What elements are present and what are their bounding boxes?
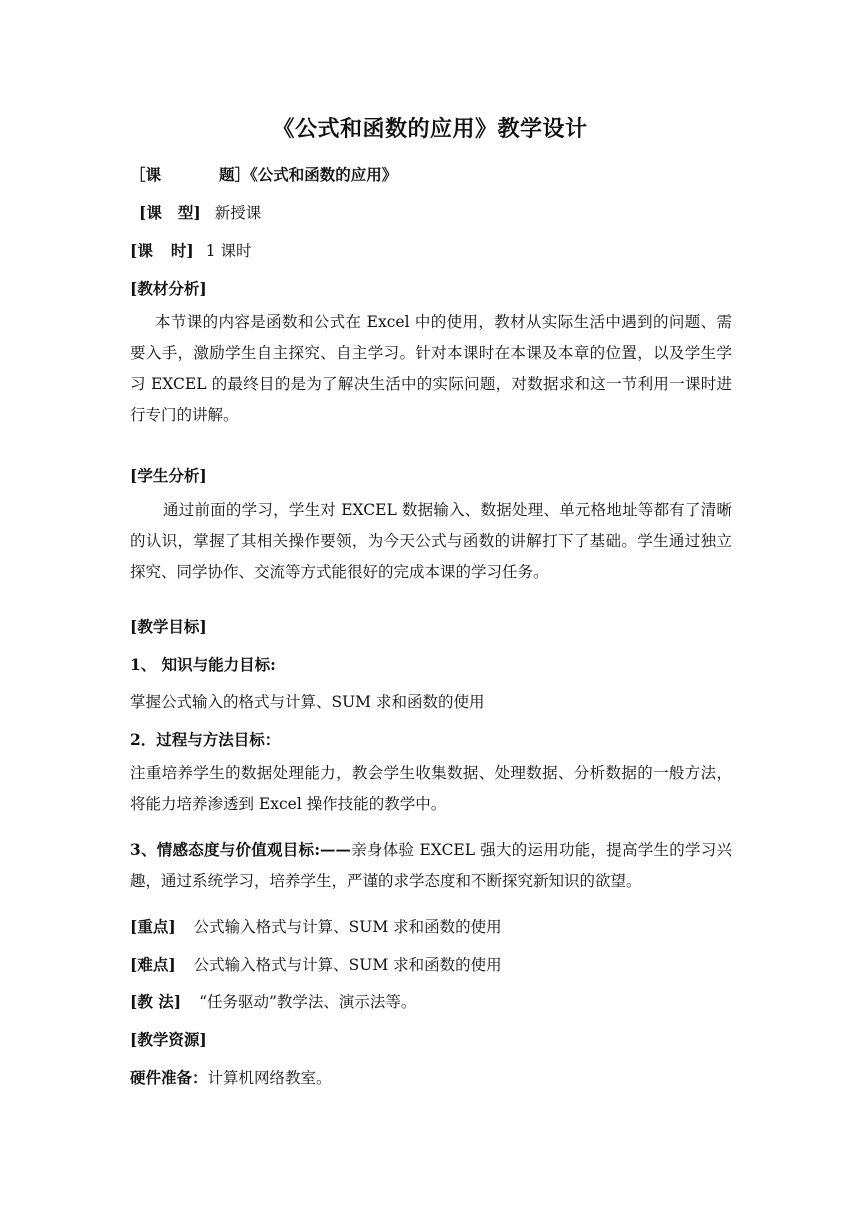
time-value: 1 课时 (205, 242, 252, 260)
method-line (130, 990, 740, 1012)
goal-1-label: 1、 知识与能力目标: (130, 655, 276, 674)
key-label: [重点] (130, 917, 176, 936)
difficult-text: 公式输入格式与计算、SUM 求和函数的使用 (193, 956, 502, 974)
type-line (139, 201, 749, 223)
hardware-text: 计算机网络教室。 (207, 1069, 332, 1087)
goal-3-label: 3、情感态度与价值观目标:—— (130, 840, 352, 859)
hardware-label: 硬件准备： (130, 1068, 208, 1087)
topic-label-a: ［课 (130, 165, 162, 184)
topic-value: 《公式和函数的应用》 (250, 165, 398, 184)
resources-heading: [教学资源] (130, 1030, 207, 1049)
students-heading: [学生分析] (130, 466, 207, 485)
type-value: 新授课 (214, 204, 262, 222)
hardware-line (130, 1066, 740, 1088)
material-paragraph: 本节课的内容是函数和公式在 Excel 中的使用，教材从实际生活中遇到的问题、需要入手，激励学生自主探究、自主学习。针对本课时在本课及本章的位置，以及学生学习 EXCEL 的最终目的是为了解决生活中的实际问题，对数据求和这一节利用一课时进行专门的讲解。 (130, 313, 732, 424)
time-label-a: [课 (130, 241, 153, 260)
time-label-b: 时] (170, 241, 194, 260)
key-line (130, 915, 740, 937)
difficult-line (130, 953, 740, 975)
goal-3-text: 亲身体验 EXCEL 强大的运用功能，提高学生的学习兴趣，通过系统学习，培养学生，严谨的求学态度和不断探究新知识的欲望。 (130, 841, 732, 890)
method-label: [教 法] (130, 992, 182, 1011)
goal-2-label: 2．过程与方法目标： (130, 730, 281, 749)
goal-2-text: 注重培养学生的数据处理能力，教会学生收集数据、处理数据、分析数据的一般方法，将能力培养渗透到 Excel 操作技能的教学中。 (130, 764, 732, 813)
document-title: 《公式和函数的应用》教学设计 (272, 116, 588, 142)
difficult-label: [难点] (130, 955, 176, 974)
type-label-a: [课 (139, 203, 162, 222)
key-text: 公式输入格式与计算、SUM 求和函数的使用 (193, 918, 502, 936)
topic-line (130, 163, 740, 185)
type-label-b: 型] (177, 203, 201, 222)
goal-1-text: 掌握公式输入的格式与计算、SUM 求和函数的使用 (130, 693, 485, 711)
goal-3-block (130, 834, 732, 897)
material-heading: [教材分析] (130, 279, 207, 298)
goals-heading: [教学目标] (130, 617, 207, 636)
topic-label-b: 题］ (219, 165, 251, 184)
method-text: “任务驱动”教学法、演示法等。 (199, 993, 417, 1011)
students-paragraph: 通过前面的学习，学生对 EXCEL 数据输入、数据处理、单元格地址等都有了清晰的认识，掌握了其相关操作要领，为今天公式与函数的讲解打下了基础。学生通过独立探究、同学协作、交流等方式能很好的完成本课的学习任务。 (130, 501, 732, 581)
time-line (130, 239, 740, 261)
